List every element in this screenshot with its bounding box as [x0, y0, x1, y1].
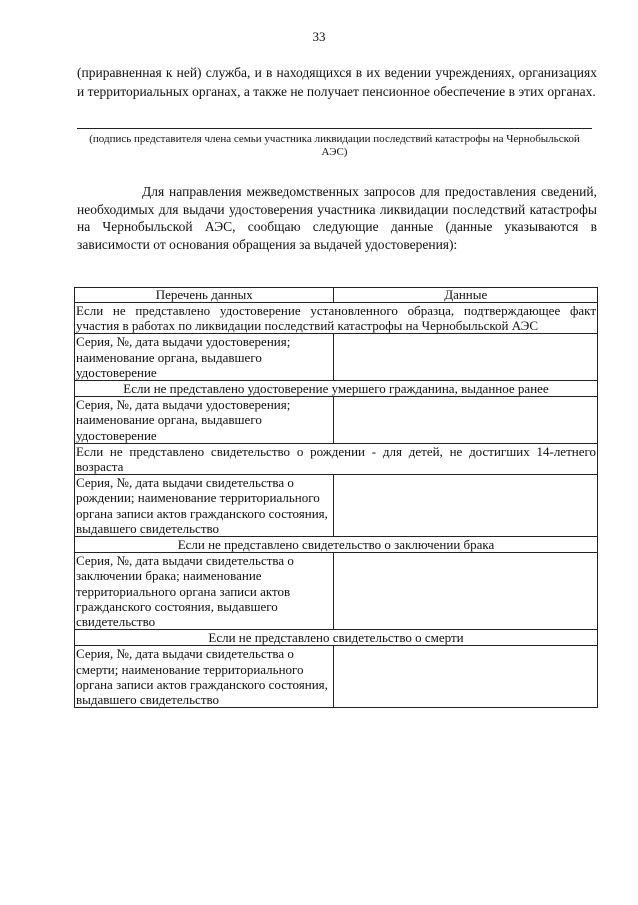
table-row	[75, 646, 598, 708]
column-header-data: Данные	[334, 288, 598, 303]
condition-row	[75, 537, 598, 553]
data-item-label: Серия, №, дата выдачи удостоверения; наименование органа, выдавшего удостоверение	[75, 334, 334, 381]
condition-row	[75, 443, 598, 474]
data-item-label: Серия, №, дата выдачи свидетельства о смерти; наименование территориального органа записи актов гражданского состояния, выдавшего свидетельство	[75, 646, 334, 708]
table-header-row	[75, 288, 598, 303]
condition-row	[75, 381, 598, 397]
condition-row	[75, 303, 598, 334]
data-value-cell[interactable]	[334, 475, 598, 537]
data-item-label: Серия, №, дата выдачи удостоверения; наименование органа, выдавшего удостоверение	[75, 397, 334, 444]
data-item-label: Серия, №, дата выдачи свидетельства о рождении; наименование территориального органа записи актов гражданского состояния, выдавшего свидетельство	[75, 475, 334, 537]
data-value-cell[interactable]	[334, 397, 598, 444]
data-item-label: Серия, №, дата выдачи свидетельства о заключении брака; наименование территориального органа записи актов гражданского состояния, выдавшего свидетельство	[75, 553, 334, 630]
signature-caption: (подпись представителя члена семьи участника ликвидации последствий катастрофы на Чернобыльской АЭС)	[89, 133, 580, 158]
condition-text: Если не представлено свидетельство о рождении - для детей, не достигших 14-летнего возраста	[76, 443, 596, 475]
table-row	[75, 334, 598, 381]
page-number: 33	[312, 29, 326, 44]
data-value-cell[interactable]	[334, 334, 598, 381]
intro-paragraph: (приравненная к ней) служба, и в находящихся в их ведении учреждениях, организациях и территориальных органах, а также не получает пенсионное обеспечение в этих органах.	[77, 65, 597, 99]
table-row	[75, 553, 598, 630]
data-value-cell[interactable]	[334, 646, 598, 708]
signature-line	[77, 128, 592, 129]
condition-row	[75, 630, 598, 646]
condition-text: Если не представлено свидетельство о заключении брака	[75, 537, 598, 553]
data-value-cell[interactable]	[334, 553, 598, 630]
table-row	[75, 475, 598, 537]
table-row	[75, 397, 598, 444]
condition-text: Если не представлено удостоверение установленного образца, подтверждающее факт участия в работах по ликвидации последствий катастрофы на Чернобыльской АЭС	[76, 303, 596, 334]
column-header-list: Перечень данных	[75, 288, 334, 303]
condition-text: Если не представлено свидетельство о смерти	[75, 630, 598, 646]
data-table	[74, 287, 598, 708]
request-paragraph: Для направления межведомственных запросов для предоставления сведений, необходимых для выдачи удостоверения участника ликвидации последствий катастрофы на Чернобыльской АЭС, сообщаю следующие данные (данные указываются в зависимости от основания обращения за выдачей удостоверения):	[77, 184, 597, 252]
condition-text: Если не представлено удостоверение умершего гражданина, выданное ранее	[75, 381, 598, 397]
